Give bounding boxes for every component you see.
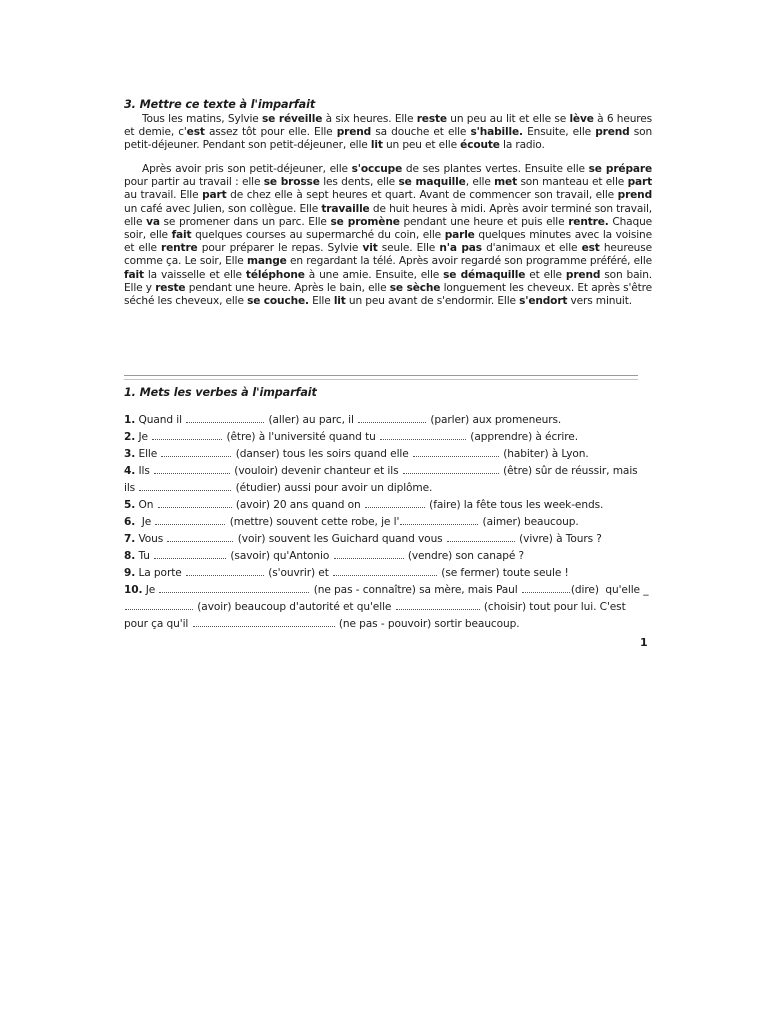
exercise-item-4: 4. Ils (vouloir) devenir chanteur et ils (être) sûr de réussir, mais xyxy=(124,465,638,477)
divider-rule xyxy=(124,375,638,376)
page-number: 1 xyxy=(640,636,648,649)
paragraph-1: Tous les matins, Sylvie se réveille à six heures. Elle reste un peu au lit et elle se lève à 6 heures et demie, c'est assez tôt pour elle. Elle prend sa douche et elle s'habille. Ensuite, elle prend son petit-déjeuner. Pendant son petit-déjeuner, elle lit un peu et elle écoute la radio. xyxy=(124,113,653,152)
exercise-item-7: 7. Vous (voir) souvent les Guichard quand vous (vivre) à Tours ? xyxy=(124,533,602,545)
exercise-item-10-cont: (avoir) beaucoup d'autorité et qu'elle (choisir) tout pour lui. C'est xyxy=(124,599,626,613)
exercise-item-8: 8. Tu (savoir) qu'Antonio (vendre) son canapé ? xyxy=(124,550,525,562)
section-3-title: 3. Mettre ce texte à l'imparfait xyxy=(124,98,316,111)
exercise-item-5: 5. On (avoir) 20 ans quand on (faire) la fête tous les week-ends. xyxy=(124,499,604,511)
exercise-item-4-cont: ils (étudier) aussi pour avoir un diplôme. xyxy=(124,482,433,494)
exercise-item-1: 1. Quand il (aller) au parc, il (parler) aux promeneurs. xyxy=(124,414,562,426)
paragraph-2: Après avoir pris son petit-déjeuner, elle s'occupe de ses plantes vertes. Ensuite elle se prépare pour partir au travail : elle se brosse les dents, elle se maquille, elle met son manteau et elle part au travail. Elle part de chez elle à sept heures et quart. Avant de commencer son travail, elle prend un café avec Julien, son collègue. Elle travaille de huit heures à midi. Après avoir terminé son travail, elle va se promener dans un parc. Elle se promène pendant une heure et puis elle rentre. Chaque soir, elle fait quelques courses au supermarché du coin, elle parle quelques minutes avec la voisine et elle rentre pour préparer le repas. Sylvie vit seule. Elle n'a pas d'animaux et elle est heureuse comme ça. Le soir, Elle mange en regardant la télé. Après avoir regardé son programme préféré, elle fait la vaisselle et elle téléphone à une amie. Ensuite, elle se démaquille et elle prend son bain. Elle y reste pendant une heure. Après le bain, elle se sèche longuement les cheveux. Et après s'être séché les cheveux, elle se couche. Elle lit un peu avant de s'endormir. Elle s'endort vers minuit. xyxy=(124,163,653,308)
exercise-item-6: 6. Je (mettre) souvent cette robe, je l' (aimer) beaucoup. xyxy=(124,516,579,528)
divider-rule-thin xyxy=(124,379,638,380)
exercise-item-10: 10. Je (ne pas - connaître) sa mère, mais Paul (dire) qu'elle _ xyxy=(124,584,649,596)
exercise-item-3: 3. Elle (danser) tous les soirs quand elle (habiter) à Lyon. xyxy=(124,448,589,460)
exercise-item-9: 9. La porte (s'ouvrir) et (se fermer) toute seule ! xyxy=(124,567,569,579)
exercise-item-10-cont2: pour ça qu'il (ne pas - pouvoir) sortir beaucoup. xyxy=(124,618,520,630)
exercise-list xyxy=(124,412,652,632)
exercise-item-2: 2. Je (être) à l'université quand tu (apprendre) à écrire. xyxy=(124,431,578,443)
section-1-title: 1. Mets les verbes à l'imparfait xyxy=(124,386,317,399)
